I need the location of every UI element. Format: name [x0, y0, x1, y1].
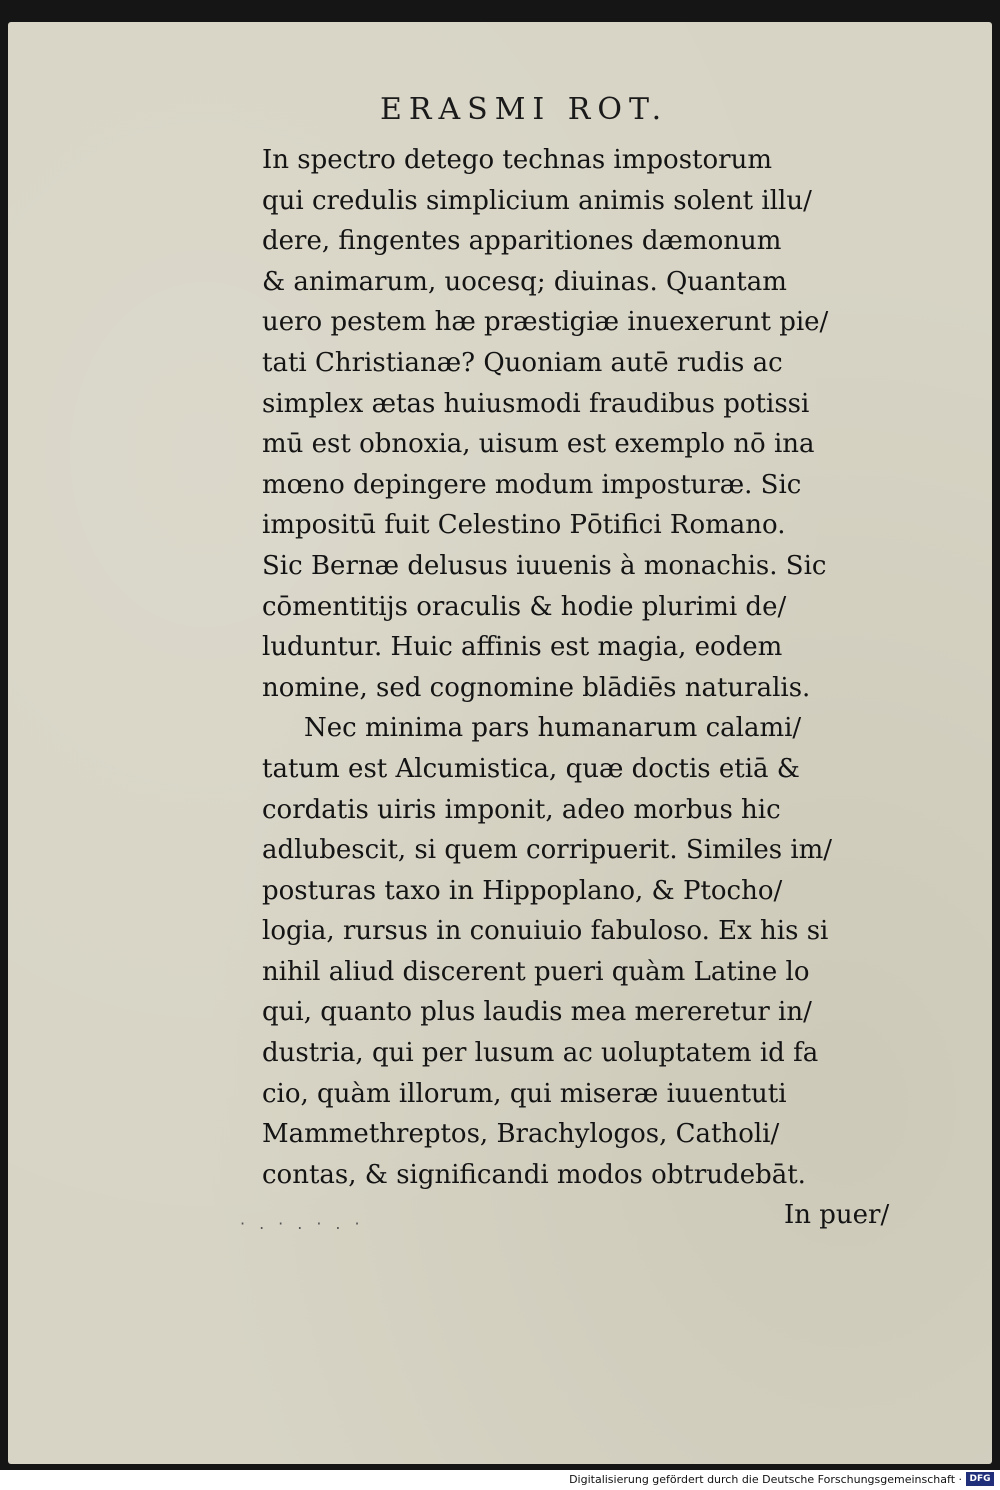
body-text [262, 140, 907, 1195]
text-line: & animarum, uocesq; diuinas. Quantam [262, 266, 787, 297]
running-head: ERASMI ROT. [380, 92, 669, 127]
text-line: cordatis uiris imponit, adeo morbus hic [262, 794, 781, 825]
text-line: simplex ætas huiusmodi fraudibus potissi [262, 388, 810, 419]
text-line: dustria, qui per lusum ac uoluptatem id fa [262, 1038, 819, 1069]
dfg-logo-icon: DFG [966, 1472, 994, 1486]
text-line: Sic Bernæ delusus iuuenis à monachis. Sic [262, 550, 827, 581]
text-line: nihil aliud discerent pueri quàm Latine lo [262, 956, 810, 987]
text-line: impositū fuit Celestino Pōtifici Romano. [262, 510, 786, 541]
text-line: qui credulis simplicium animis solent illu/ [262, 185, 812, 216]
text-line: Mammethreptos, Brachylogos, Catholi/ [262, 1119, 780, 1150]
bleed-through-marks: ·.·.·.· [240, 1214, 374, 1233]
text-line: adlubescit, si quem corripuerit. Similes im/ [262, 835, 833, 866]
text-line: tati Christianæ? Quoniam autē rudis ac [262, 347, 783, 378]
text-line: cio, quàm illorum, qui miseræ iuuentuti [262, 1078, 787, 1109]
text-line: cōmentitijs oraculis & hodie plurimi de/ [262, 591, 787, 622]
text-line: nomine, sed cognomine blādiēs naturalis. [262, 672, 811, 703]
text-line: logia, rursus in conuiuio fabuloso. Ex his si [262, 916, 829, 947]
text-line: Nec minima pars humanarum calami/ [304, 713, 802, 744]
text-line: qui, quanto plus laudis mea mereretur in/ [262, 997, 812, 1028]
text-line: luduntur. Huic affinis est magia, eodem [262, 632, 783, 663]
digitization-credit: Digitalisierung gefördert durch die Deutsche Forschungsgemeinschaft · [569, 1473, 962, 1486]
text-line: mū est obnoxia, uisum est exemplo nō ina [262, 429, 815, 460]
text-line: contas, & significandi modos obtrudebāt. [262, 1159, 806, 1190]
text-line: tatum est Alcumistica, quæ doctis etiā & [262, 753, 800, 784]
text-line: posturas taxo in Hippoplano, & Ptocho/ [262, 875, 783, 906]
text-line: mœno depingere modum imposturæ. Sic [262, 469, 802, 500]
text-line: dere, fingentes apparitiones dæmonum [262, 226, 782, 257]
text-line: In spectro detego technas impostorum [262, 145, 772, 175]
text-line: uero pestem hæ præstigiæ inuexerunt pie/ [262, 307, 829, 338]
catchword: In puer/ [784, 1200, 890, 1230]
